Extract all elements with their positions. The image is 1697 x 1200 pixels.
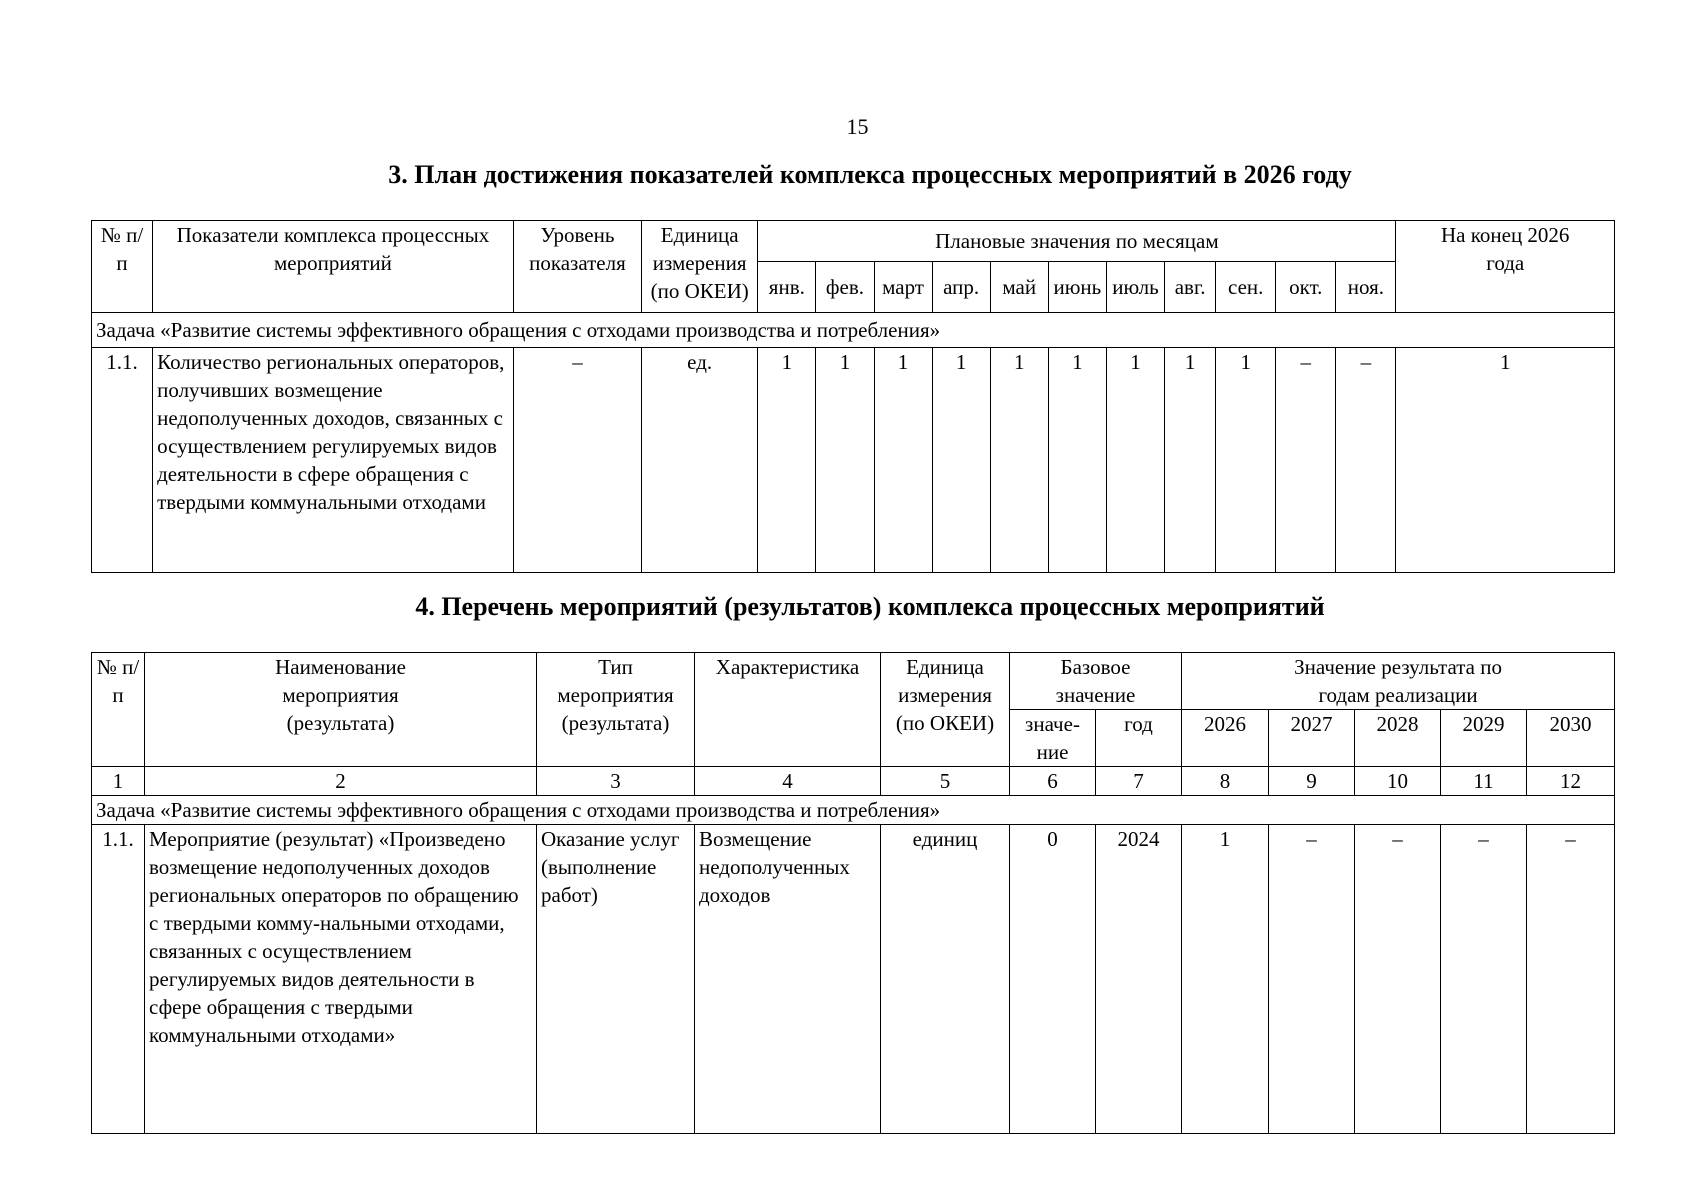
col-header-indicator: Показатели комплекса процессных мероприятий <box>153 221 514 313</box>
month-header: янв. <box>758 262 816 313</box>
month-value: 1 <box>990 348 1048 573</box>
month-header: авг. <box>1165 262 1216 313</box>
month-value: 1 <box>1106 348 1164 573</box>
col-header-base-year: год <box>1096 710 1182 767</box>
year-value: – <box>1355 825 1441 1134</box>
column-number: 7 <box>1096 767 1182 796</box>
col-header-base-value: значе-ние <box>1010 710 1096 767</box>
col-header-unit: Единица измерения (по ОКЕИ) <box>642 221 758 313</box>
col-header-result: Значение результата по годам реализации <box>1182 653 1615 710</box>
row-name: Мероприятие (результат) «Произведено возмещение недополученных доходов региональных операторов по обращению с твердыми комму-нальными отходами, связанных с осуществлением регулируемых видов деятельности в сфере обращения с твердыми коммунальными отходами» <box>145 825 537 1134</box>
month-value: 1 <box>816 348 874 573</box>
column-number: 2 <box>145 767 537 796</box>
col-header-level: Уровень показателя <box>513 221 641 313</box>
indicators-plan-table <box>91 220 1615 573</box>
month-value: 1 <box>1048 348 1106 573</box>
col-header-monthly: Плановые значения по месяцам <box>758 221 1396 262</box>
section-3-title: 3. План достижения показателей комплекса процессных мероприятий в 2026 году <box>388 160 1352 189</box>
col-header-type: Тип мероприятия (результата) <box>537 653 695 767</box>
row-num: 1.1. <box>92 348 153 573</box>
row-base-year: 2024 <box>1096 825 1182 1134</box>
row-type: Оказание услуг (выполнение работ) <box>537 825 695 1134</box>
col-header-base: Базовое значение <box>1010 653 1182 710</box>
column-number: 1 <box>92 767 145 796</box>
column-number: 6 <box>1010 767 1096 796</box>
year-header: 2029 <box>1441 710 1527 767</box>
column-number: 3 <box>537 767 695 796</box>
column-number: 4 <box>695 767 881 796</box>
month-value: 1 <box>1216 348 1276 573</box>
row-indicator: Количество региональных операторов, получивших возмещение недополученных доходов, связанных с осуществлением регулируемых видов деятельности в сфере обращения с твердыми коммунальными отходами <box>153 348 514 573</box>
month-value: 1 <box>932 348 990 573</box>
month-header: июль <box>1106 262 1164 313</box>
table-row <box>92 348 1615 573</box>
year-value: 1 <box>1182 825 1269 1134</box>
row-base-value: 0 <box>1010 825 1096 1134</box>
column-number: 8 <box>1182 767 1269 796</box>
row-unit: единиц <box>881 825 1010 1134</box>
column-number: 10 <box>1355 767 1441 796</box>
task-row: Задача «Развитие системы эффективного обращения с отходами производства и потребления» <box>92 313 1615 348</box>
month-value: 1 <box>874 348 932 573</box>
column-number: 9 <box>1269 767 1355 796</box>
col-header-unit: Единица измерения (по ОКЕИ) <box>881 653 1010 767</box>
month-header: ноя. <box>1336 262 1396 313</box>
col-header-end: На конец 2026 года <box>1396 221 1615 313</box>
month-header: март <box>874 262 932 313</box>
table-row <box>92 825 1615 1134</box>
month-header: сен. <box>1216 262 1276 313</box>
col-header-characteristic: Характеристика <box>695 653 881 767</box>
month-value: 1 <box>1165 348 1216 573</box>
row-characteristic: Возмещение недополученных доходов <box>695 825 881 1134</box>
month-header: июнь <box>1048 262 1106 313</box>
month-header: апр. <box>932 262 990 313</box>
section-4-title: 4. Перечень мероприятий (результатов) комплекса процессных мероприятий <box>415 592 1325 621</box>
year-header: 2030 <box>1527 710 1615 767</box>
column-number: 12 <box>1527 767 1615 796</box>
measures-list-table <box>91 652 1615 1134</box>
col-header-name: Наименование мероприятия (результата) <box>145 653 537 767</box>
row-num: 1.1. <box>92 825 145 1134</box>
month-value: – <box>1336 348 1396 573</box>
year-header: 2028 <box>1355 710 1441 767</box>
year-value: – <box>1527 825 1615 1134</box>
row-end-value: 1 <box>1396 348 1615 573</box>
year-header: 2026 <box>1182 710 1269 767</box>
column-number: 11 <box>1441 767 1527 796</box>
year-value: – <box>1269 825 1355 1134</box>
month-value: – <box>1276 348 1336 573</box>
month-header: фев. <box>816 262 874 313</box>
task-row: Задача «Развитие системы эффективного обращения с отходами производства и потребления» <box>92 796 1615 825</box>
year-value: – <box>1441 825 1527 1134</box>
month-header: окт. <box>1276 262 1336 313</box>
col-header-num: № п/п <box>92 653 145 767</box>
row-level: – <box>513 348 641 573</box>
col-header-num: № п/п <box>92 221 153 313</box>
column-number: 5 <box>881 767 1010 796</box>
page-number: 15 <box>846 114 869 139</box>
year-header: 2027 <box>1269 710 1355 767</box>
month-value: 1 <box>758 348 816 573</box>
row-unit: ед. <box>642 348 758 573</box>
month-header: май <box>990 262 1048 313</box>
